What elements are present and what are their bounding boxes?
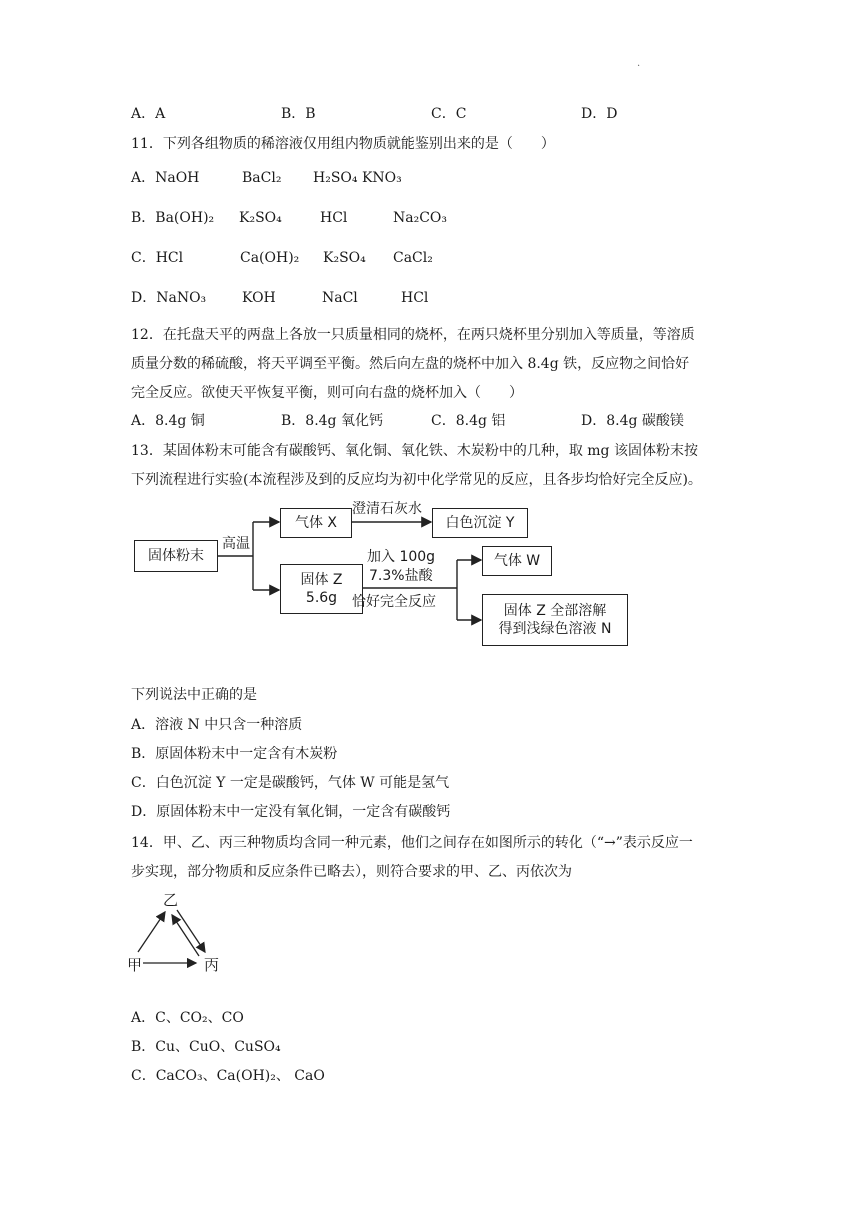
q11-a-3: H₂SO₄ KNO₃ xyxy=(313,170,402,186)
triangle-left-label: 甲 xyxy=(127,956,143,974)
q10-option-b: B．B xyxy=(281,106,316,122)
q13-option-d: D．原固体粉末中一定没有氧化铜，一定含有碳酸钙 xyxy=(131,804,451,820)
q14-line-2: 步实现，部分物质和反应条件已略去），则符合要求的甲、乙、丙依次为 xyxy=(131,864,572,880)
q12-option-c: C．8.4g 铝 xyxy=(431,413,506,429)
q10-option-a: A．A xyxy=(131,106,166,122)
q11-c-4: CaCl₂ xyxy=(393,250,433,266)
q11-a-2: BaCl₂ xyxy=(242,170,282,186)
q14-option-a: A．C、CO₂、CO xyxy=(131,1010,244,1026)
q12-line-3: 完全反应。欲使天平恢复平衡，则可向右盘的烧杯加入（ ） xyxy=(131,385,523,401)
q11-d-1: D．NaNO₃ xyxy=(131,290,207,306)
header-mark: . xyxy=(637,58,641,69)
flow-limewater: 澄清石灰水 xyxy=(352,501,422,517)
flow-solution-n-line-2: 得到浅绿色溶液 N xyxy=(498,621,612,637)
q13-option-a: A．溶液 N 中只含一种溶质 xyxy=(131,717,303,733)
q11-c-1: C．HCl xyxy=(131,250,184,266)
q11-d-4: HCl xyxy=(401,290,429,306)
q10-option-c: C．C xyxy=(431,106,467,122)
flow-add-acid-1: 加入 100g xyxy=(367,549,436,565)
q13-line-1: 13．某固体粉末可能含有碳酸钙、氧化铜、氧化铁、木炭粉中的几种，取 mg 该固体粉末按 xyxy=(131,443,698,459)
q11-stem: 11．下列各组物质的稀溶液仅用组内物质就能鉴别出来的是（ ） xyxy=(131,136,555,152)
triangle-top-label: 乙 xyxy=(163,891,179,909)
flow-solid-z-label: 固体 Z xyxy=(300,572,343,588)
q13-prompt: 下列说法中正确的是 xyxy=(131,687,257,703)
q11-d-2: KOH xyxy=(242,290,276,306)
flow-gas-w: 气体 W xyxy=(482,546,552,576)
q14-option-b: B．Cu、CuO、CuSO₄ xyxy=(131,1039,281,1055)
q13-option-c: C．白色沉淀 Y 一定是碳酸钙，气体 W 可能是氢气 xyxy=(131,775,450,791)
q12-option-d: D．8.4g 碳酸镁 xyxy=(581,413,684,429)
flow-solution-n xyxy=(482,594,628,646)
q13-option-b: B．原固体粉末中一定含有木炭粉 xyxy=(131,746,338,762)
q13-line-2: 下列流程进行实验(本流程涉及到的反应均为初中化学常见的反应，且各步均恰好完全反应)。 xyxy=(131,472,702,488)
q11-d-3: NaCl xyxy=(322,290,358,306)
q14-option-c: C．CaCO₃、Ca(OH)₂、 CaO xyxy=(131,1068,325,1084)
flow-solid-z xyxy=(280,564,363,614)
q12-option-b: B．8.4g 氧化钙 xyxy=(281,413,383,429)
flow-precipitate-y: 白色沉淀 Y xyxy=(432,508,528,538)
q11-c-3: K₂SO₄ xyxy=(323,250,366,266)
flow-solid-z-mass: 5.6g xyxy=(305,590,338,606)
q11-a-1: A．NaOH xyxy=(131,170,200,186)
q11-b-1: B．Ba(OH)₂ xyxy=(131,210,215,226)
flow-solution-n-line-1: 固体 Z 全部溶解 xyxy=(503,603,607,619)
q11-c-2: Ca(OH)₂ xyxy=(240,250,300,266)
q11-b-3: HCl xyxy=(320,210,348,226)
flow-gas-x: 气体 X xyxy=(280,508,352,538)
q14-line-1: 14．甲、乙、丙三种物质均含同一种元素，他们之间存在如图所示的转化（“→”表示反应一 xyxy=(131,835,693,851)
q12-line-1: 12．在托盘天平的两盘上各放一只质量相同的烧杯，在两只烧杯里分别加入等质量，等溶质 xyxy=(131,327,695,343)
q12-option-a: A．8.4g 铜 xyxy=(131,413,205,429)
q10-option-d: D．D xyxy=(581,106,618,122)
q12-line-2: 质量分数的稀硫酸，将天平调至平衡。然后向左盘的烧杯中加入 8.4g 铁，反应物之间恰好 xyxy=(131,356,690,372)
flow-high-temp: 高温 xyxy=(222,536,250,552)
flow-solid-powder: 固体粉末 xyxy=(134,540,218,572)
flow-add-acid-2: 7.3%盐酸 xyxy=(369,568,433,584)
flow-add-acid-3: 恰好完全反应 xyxy=(352,594,436,610)
q11-b-2: K₂SO₄ xyxy=(239,210,282,226)
q11-b-4: Na₂CO₃ xyxy=(393,210,448,226)
triangle-right-label: 丙 xyxy=(204,956,220,974)
